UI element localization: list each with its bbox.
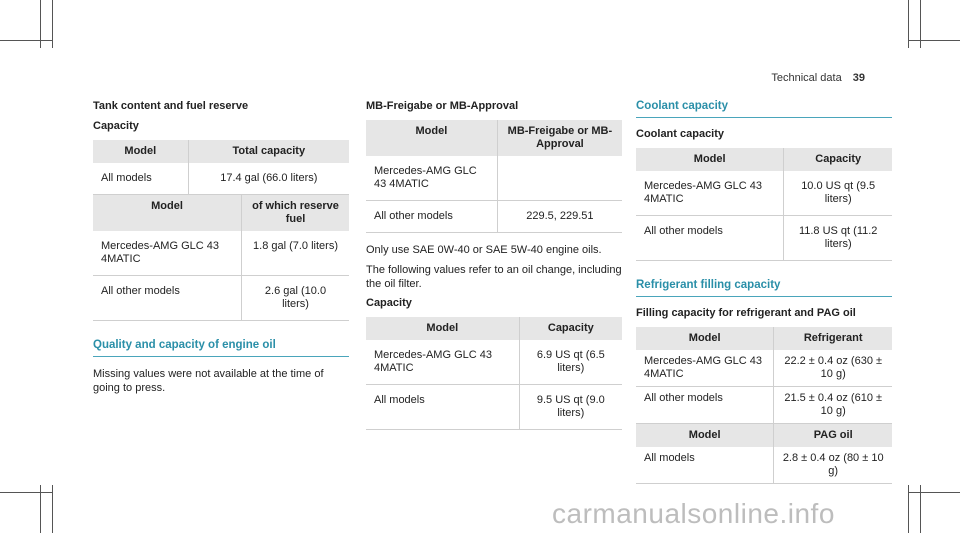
table-header: MB-Freigabe or MB-Approval	[497, 120, 622, 156]
table-cell: Mercedes-AMG GLC 43 4MATIC	[366, 340, 519, 385]
table-cell: 2.6 gal (10.0 liters)	[242, 276, 349, 321]
coolant-section-title: Coolant capacity	[636, 100, 892, 118]
crop-mark	[0, 492, 52, 493]
table-cell: Mercedes-AMG GLC 43 4MATIC	[93, 231, 242, 276]
column-3	[636, 100, 892, 494]
crop-mark	[52, 485, 53, 533]
watermark: carmanualsonline.info	[552, 498, 835, 529]
table-cell: Mercedes-AMG GLC 43 4MATIC	[636, 350, 774, 387]
oil-capacity-table	[366, 317, 622, 430]
crop-mark	[908, 492, 960, 493]
table-cell: 2.8 ± 0.4 oz (80 ± 10 g)	[774, 447, 892, 484]
oil-change-text: The following values refer to an oil change, including the oil filter.	[366, 264, 622, 290]
approval-title: MB-Freigabe or MB-Approval	[366, 100, 519, 112]
table-header: Model	[366, 120, 497, 156]
table-cell: 22.2 ± 0.4 oz (630 ± 10 g)	[774, 350, 892, 387]
table-header: PAG oil	[774, 424, 892, 448]
table-cell: 11.8 US qt (11.2 liters)	[784, 216, 892, 261]
coolant-table	[636, 148, 892, 261]
table-cell: All other models	[93, 276, 242, 321]
column-1	[93, 100, 349, 401]
reserve-table	[93, 195, 349, 321]
crop-mark	[0, 40, 52, 41]
table-header: Model	[93, 195, 242, 231]
table-cell: All models	[93, 163, 188, 195]
oil-note: Missing values were not available at the time of going to press.	[93, 368, 324, 394]
table-cell: All models	[366, 385, 519, 430]
table-cell: 9.5 US qt (9.0 liters)	[519, 385, 622, 430]
table-cell: All other models	[366, 201, 497, 233]
table-cell	[497, 156, 622, 201]
coolant-label: Coolant capacity	[636, 128, 725, 140]
table-cell: Mercedes-AMG GLC 43 4MATIC	[636, 171, 784, 216]
oil-section-title: Quality and capacity of engine oil	[93, 339, 349, 357]
table-cell: 10.0 US qt (9.5 liters)	[784, 171, 892, 216]
page-header	[771, 72, 865, 84]
table-cell: 17.4 gal (66.0 liters)	[188, 163, 349, 195]
table-cell: Mercedes-AMG GLC 43 4MATIC	[366, 156, 497, 201]
table-header: Model	[636, 148, 784, 171]
table-header: Model	[636, 424, 774, 448]
table-header: Model	[366, 317, 519, 340]
refrigerant-table	[636, 327, 892, 484]
table-cell: All other models	[636, 216, 784, 261]
column-2	[366, 100, 622, 440]
table-header: Capacity	[519, 317, 622, 340]
approval-table	[366, 120, 622, 233]
tank-capacity-table	[93, 140, 349, 195]
crop-mark	[908, 40, 960, 41]
oil-spec-text: Only use SAE 0W-40 or SAE 5W-40 engine oils.	[366, 244, 602, 256]
capacity-label: Capacity	[366, 297, 412, 309]
table-cell: 6.9 US qt (6.5 liters)	[519, 340, 622, 385]
table-header: Total capacity	[188, 140, 349, 163]
table-cell: 229.5, 229.51	[497, 201, 622, 233]
table-header: Model	[93, 140, 188, 163]
table-header: of which reserve fuel	[242, 195, 349, 231]
crop-mark	[52, 0, 53, 48]
table-cell: All other models	[636, 387, 774, 424]
table-header: Model	[636, 327, 774, 350]
table-cell: 1.8 gal (7.0 liters)	[242, 231, 349, 276]
refrigerant-label: Filling capacity for refrigerant and PAG oil	[636, 307, 856, 319]
table-cell: 21.5 ± 0.4 oz (610 ± 10 g)	[774, 387, 892, 424]
table-header: Capacity	[784, 148, 892, 171]
table-cell: All models	[636, 447, 774, 484]
tank-title: Tank content and fuel reserve	[93, 100, 249, 112]
section-title: Technical data	[771, 72, 842, 84]
refrigerant-section-title: Refrigerant filling capacity	[636, 279, 892, 297]
table-header: Refrigerant	[774, 327, 892, 350]
page-number: 39	[852, 72, 865, 84]
capacity-label: Capacity	[93, 120, 139, 132]
